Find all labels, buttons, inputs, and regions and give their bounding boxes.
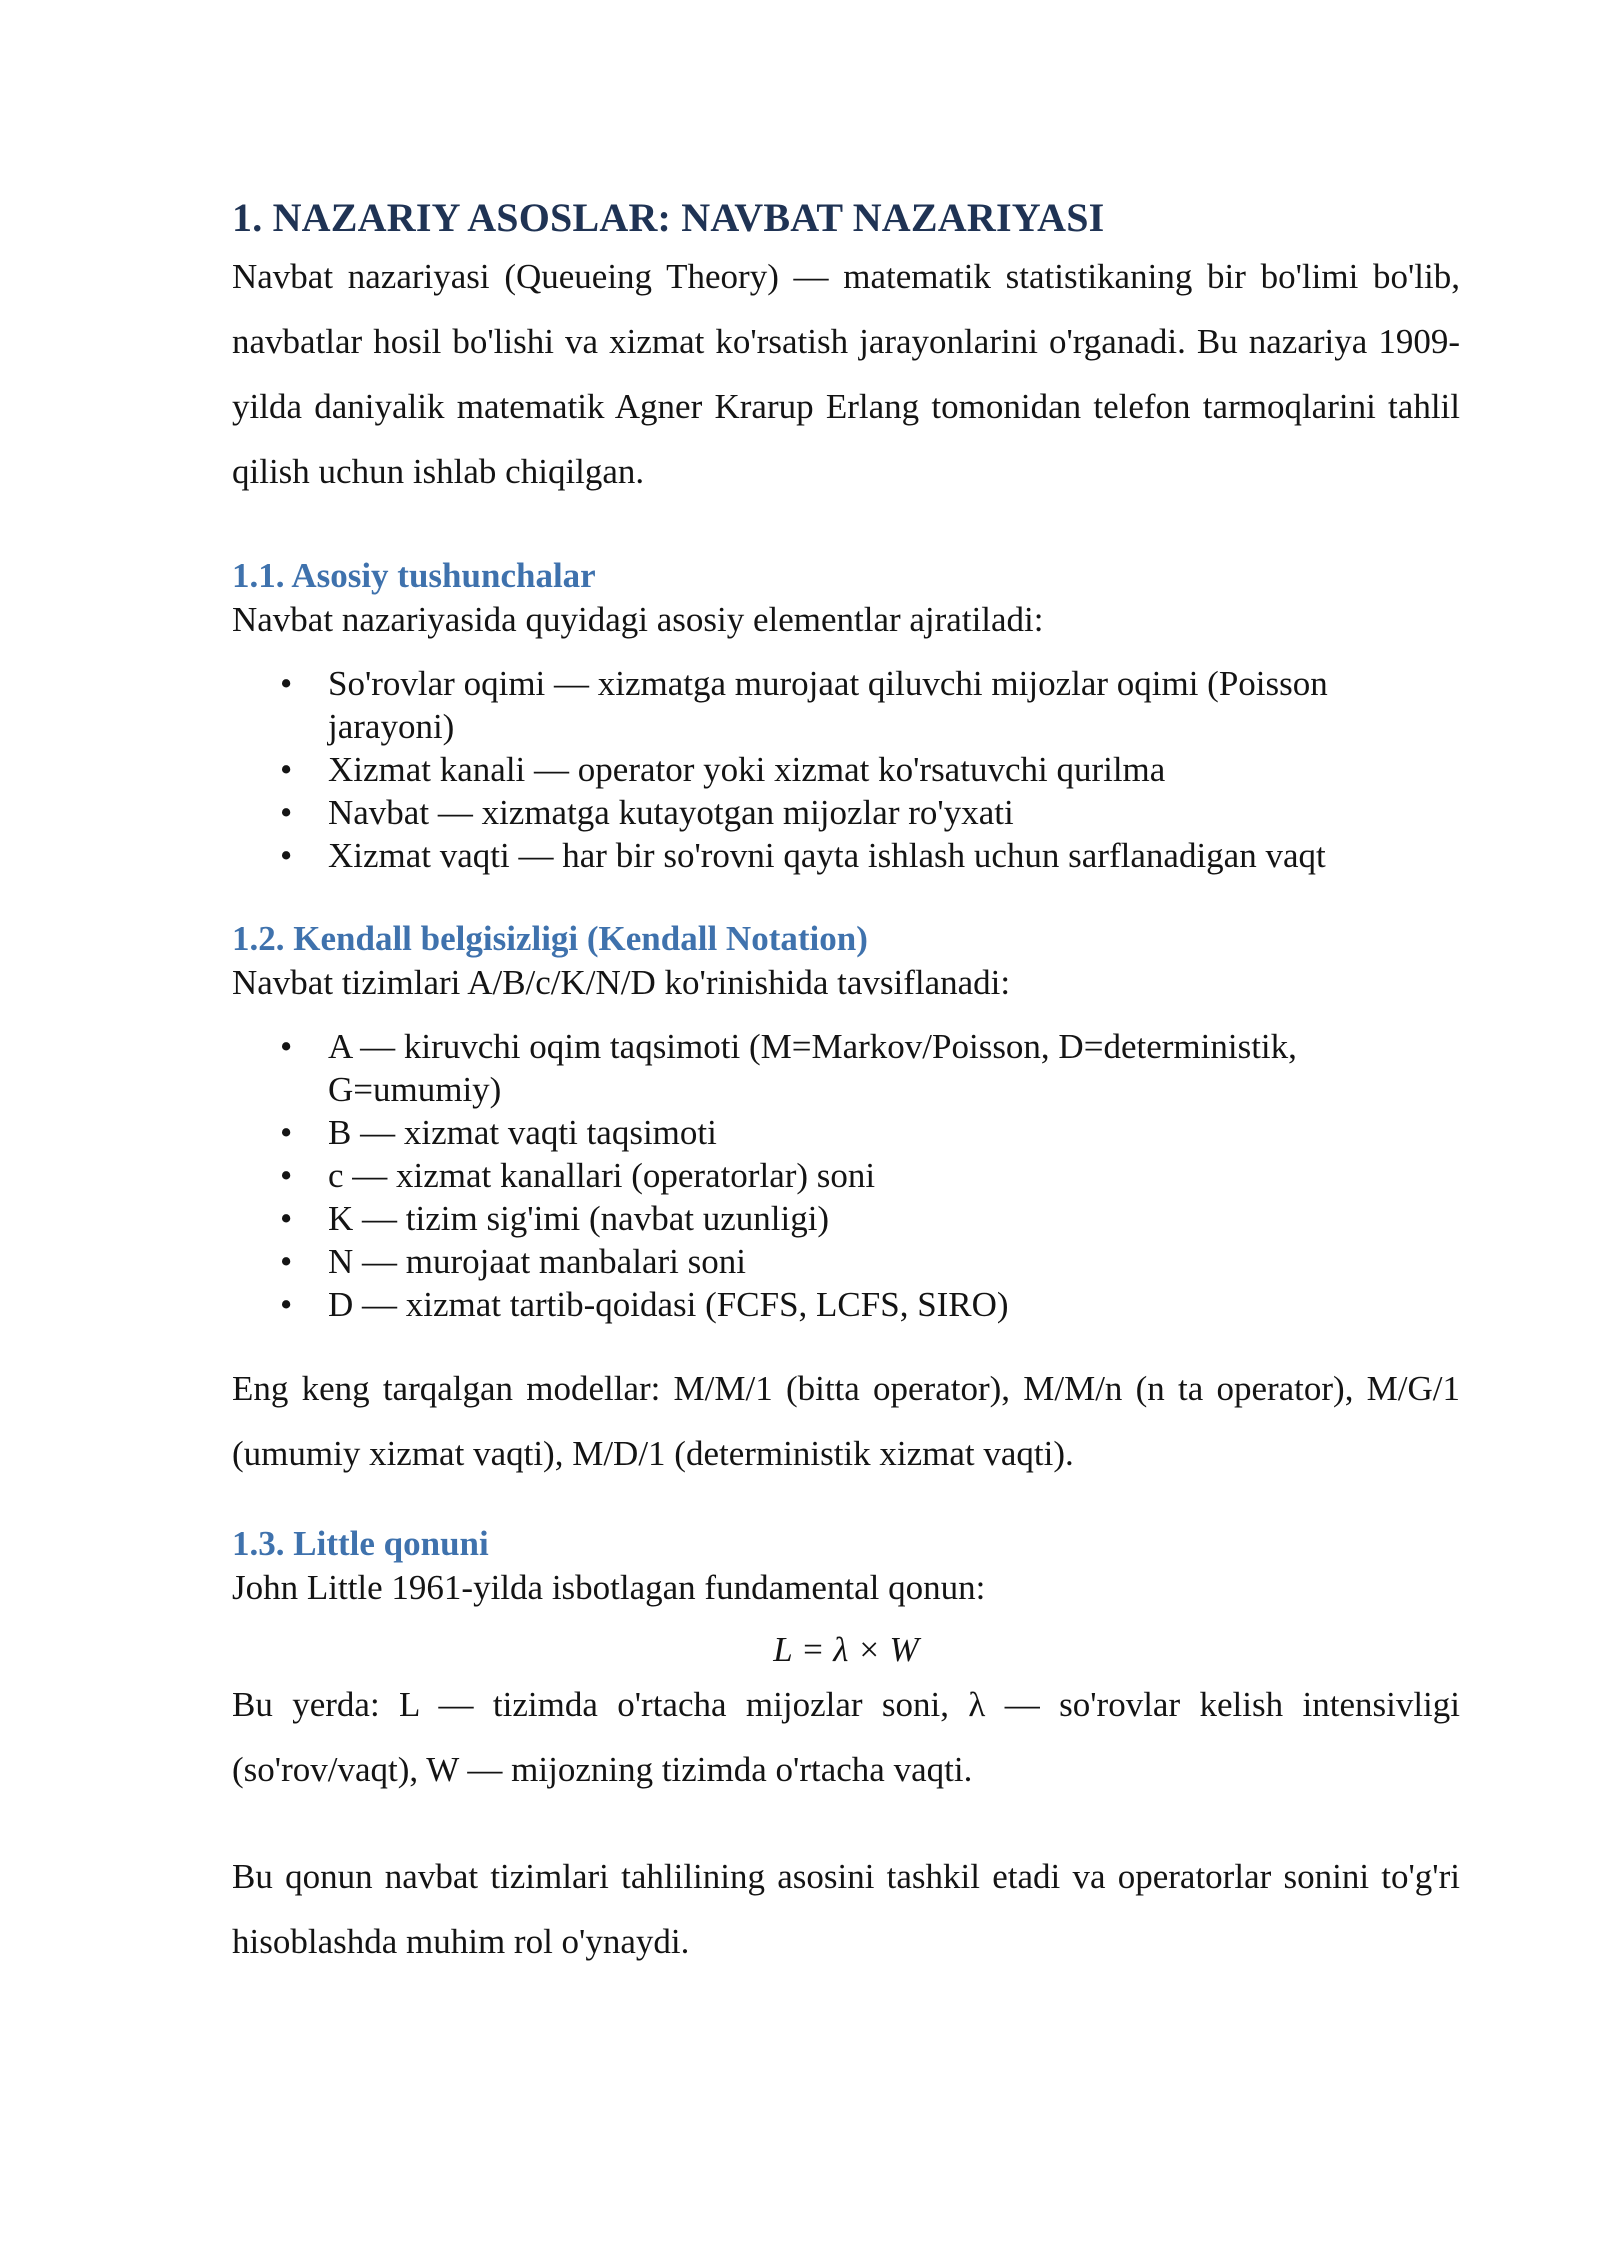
list-item [232,1154,1460,1197]
list-item-text: c — xizmat kanallari (operatorlar) soni [328,1156,876,1195]
bullet-marker: • [280,1113,293,1152]
list-item-text: N — murojaat manbalari soni [328,1242,746,1281]
little-law-formula: L = λ × W [773,1630,919,1669]
list-item [232,1111,1460,1154]
list-item-text: B — xizmat vaqti taqsimoti [328,1113,717,1152]
list-item-text: A — kiruvchi oqim taqsimoti (M=Markov/Poisson, D=deterministik, G=umumiy) [328,1027,1297,1109]
formula-explanation: Bu yerda: L — tizimda o'rtacha mijozlar soni, λ — so'rovlar kelish intensivligi (so'rov/vaqt), W — mijozning tizimda o'rtacha vaqti. [232,1685,1460,1789]
bullet-marker: • [280,750,293,789]
bullet-marker: • [280,1285,293,1324]
section-1-2-list [232,1025,1460,1326]
list-item [232,1240,1460,1283]
section-heading-1-3: 1.3. Little qonuni [232,1524,489,1563]
list-item-text: Xizmat kanali — operator yoki xizmat ko'rsatuvchi qurilma [328,750,1166,789]
section-1-1-lead: Navbat nazariyasida quyidagi asosiy elementlar ajratiladi: [232,600,1044,639]
bullet-marker: • [280,1199,293,1238]
section-1-1-list [232,662,1460,877]
section-heading-1-2: 1.2. Kendall belgisizligi (Kendall Notation) [232,919,868,958]
list-item-text: Xizmat vaqti — har bir so'rovni qayta ishlash uchun sarflanadigan vaqt [328,836,1326,875]
list-item [232,662,1460,748]
list-item-text: K — tizim sig'imi (navbat uzunligi) [328,1199,830,1238]
bullet-marker: • [280,836,293,875]
list-item [232,834,1460,877]
page-title: 1. NAZARIY ASOSLAR: NAVBAT NAZARIYASI [232,195,1105,240]
models-paragraph: Eng keng tarqalgan modellar: M/M/1 (bitta operator), M/M/n (n ta operator), M/G/1 (umumiy xizmat vaqti), M/D/1 (deterministik xizmat vaqti). [232,1369,1460,1473]
bullet-marker: • [280,664,293,703]
bullet-marker: • [280,1242,293,1281]
list-item-text: Navbat — xizmatga kutayotgan mijozlar ro'yxati [328,793,1014,832]
list-item [232,1283,1460,1326]
list-item [232,791,1460,834]
section-1-2-lead: Navbat tizimlari A/B/c/K/N/D ko'rinishida tavsiflanadi: [232,963,1011,1002]
bullet-marker: • [280,1156,293,1195]
bullet-marker: • [280,1027,293,1066]
section-heading-1-1: 1.1. Asosiy tushunchalar [232,556,596,595]
list-item-text: So'rovlar oqimi — xizmatga murojaat qiluvchi mijozlar oqimi (Poisson jarayoni) [328,664,1328,746]
bullet-marker: • [280,793,293,832]
intro-paragraph: Navbat nazariyasi (Queueing Theory) — matematik statistikaning bir bo'limi bo'lib, navbatlar hosil bo'lishi va xizmat ko'rsatish jarayonlarini o'rganadi. Bu nazariya 1909-yilda daniyalik matematik Agner Krarup Erlang tomonidan telefon tarmoqlarini tahlil qilish uchun ishlab chiqilgan. [232,257,1460,491]
list-item [232,1025,1460,1111]
list-item [232,1197,1460,1240]
list-item-text: D — xizmat tartib-qoidasi (FCFS, LCFS, SIRO) [328,1285,1009,1324]
closing-paragraph: Bu qonun navbat tizimlari tahlilining asosini tashkil etadi va operatorlar sonini to'g'ri hisoblashda muhim rol o'ynaydi. [232,1857,1460,1961]
section-1-3-lead: John Little 1961-yilda isbotlagan fundamental qonun: [232,1568,986,1607]
list-item [232,748,1460,791]
